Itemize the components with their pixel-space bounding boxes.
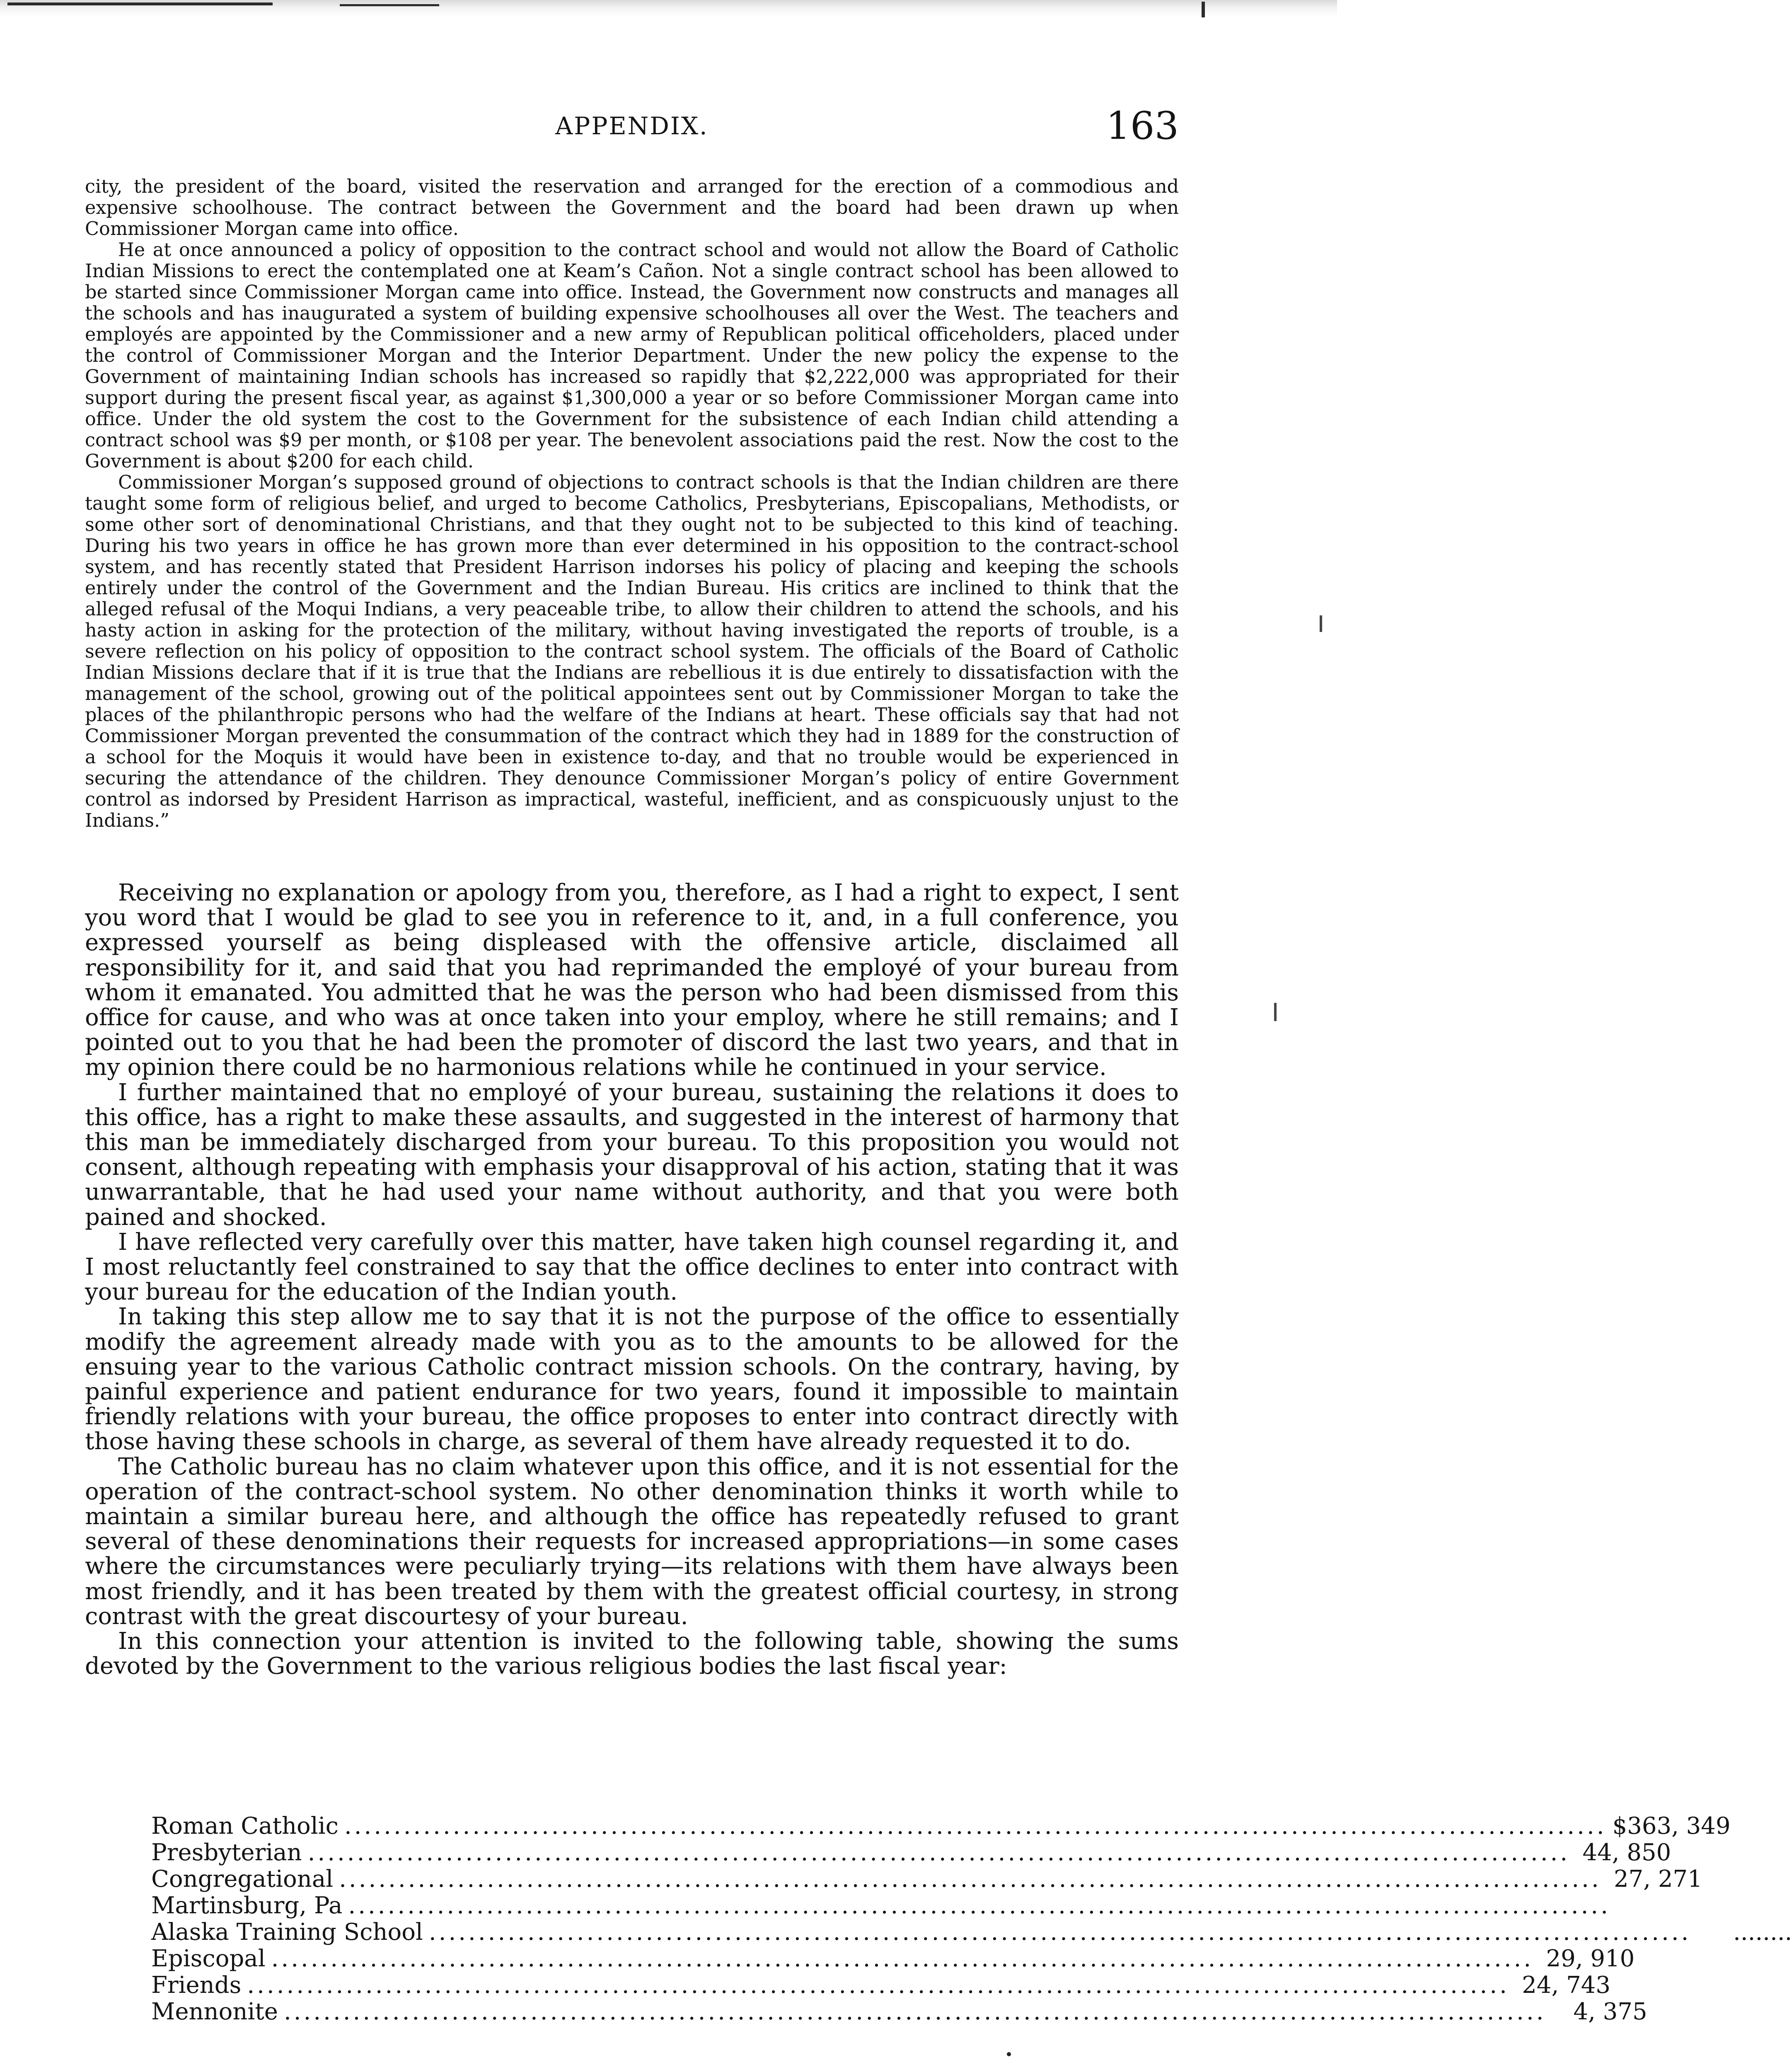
quote-paragraph: city, the president of the board, visited the reservation and arranged for the erection of a commodious and expensive schoolhouse. The contract between the Government and the board had been drawn up when Commissioner Morgan came into office.	[85, 176, 1179, 240]
dot-leader: ................................................................................................................................	[348, 1892, 1611, 1919]
appropriations-table	[151, 1813, 1792, 2025]
amount-value: ........	[1733, 1919, 1792, 1946]
body-paragraph: I have reflected very carefully over this matter, have taken high counsel regarding it, and I most reluctantly feel constrained to say that the office declines to enter into contract with your bureau for the education of the Indian youth.	[85, 1228, 1179, 1306]
quote-paragraph: Commissioner Morgan’s supposed ground of objections to contract schools is that the Indian children are there taught some form of religious belief, and urged to become Catholics, Presbyterians, Episcopalians, Methodists, or some other sort of denominational Christians, and that they ought not to be subjected to this kind of teaching. During his two years in office he has grown more than ever determined in his opposition to the contract-school system, and has recently stated that President Harrison indorses his policy of placing and keeping the schools entirely under the control of the Government and the Indian Bureau. His critics are inclined to think that the alleged refusal of the Moqui Indians, a very peaceable tribe, to allow their children to attend the schools, and his hasty action in asking for the protection of the military, without having investigated the reports of trouble, is a severe reflection on his policy of opposition to the contract school system. The officials of the Board of Catholic Indian Missions declare that if it is true that the Indians are rebellious it is due entirely to dissatisfaction with the management of the school, growing out of the political appointees sent out by Commissioner Morgan to take the places of the philanthropic persons who had the welfare of the Indians at heart. These officials say that had not Commissioner Morgan prevented the consummation of the contract which they had in 1889 for the construction of a school for the Moquis it would have been in existence to-day, and that no trouble would be experienced in securing the attendance of the children. They denounce Commissioner Morgan’s policy of entire Government control as indorsed by President Harrison as impractical, wasteful, inefficient, and as conspicuously unjust to the Indians.”	[85, 472, 1179, 831]
scan-artifact-mark	[1202, 2, 1205, 17]
dot-leader: ................................................................................................................................	[271, 1945, 1534, 1972]
amount-value: 27, 271	[1613, 1866, 1703, 1893]
amount-value: 4, 375	[1573, 1998, 1647, 2025]
denomination-name: Episcopal	[151, 1945, 266, 1972]
body-paragraph: In taking this step allow me to say that it is not the purpose of the office to essentially modify the agreement already made with you as to the amounts to be allowed for the ensuing year to the various Catholic contract mission schools. On the contrary, having, by painful experience and patient endurance for two years, found it impossible to maintain friendly relations with your bureau, the office proposes to enter into contract directly with those having these schools in charge, as several of them have already requested it to do.	[85, 1303, 1179, 1455]
quoted-article	[85, 176, 1179, 831]
body-paragraph: The Catholic bureau has no claim whatever upon this office, and it is not essential for the operation of the contract-school system. No other denomination thinks it worth while to maintain a similar bureau here, and although the office has repeatedly refused to grant several of these denominations their requests for increased appropriations—in some cases where the circumstances were peculiarly trying—its relations with them have always been most friendly, and it has been treated by them with the greatest official courtesy, in strong contrast with the great discourtesy of your bureau.	[85, 1453, 1179, 1630]
body-paragraph: I further maintained that no employé of your bureau, sustaining the relations it does to this office, has a right to make these assaults, and suggested in the interest of harmony that this man be immediately discharged from your bureau. To this proposition you would not consent, although repeating with emphasis your disapproval of his action, stating that it was unwarrantable, that he had used your name without authority, and that you were both pained and shocked.	[85, 1079, 1179, 1231]
denomination-name: Friends	[151, 1972, 242, 1999]
table-row	[151, 1813, 1731, 1840]
table-row	[151, 1892, 1611, 1919]
amount-value: 24, 743	[1522, 1972, 1611, 1999]
amount-value: $363, 349	[1612, 1813, 1731, 1840]
dot-leader: ................................................................................................................................	[307, 1839, 1570, 1866]
dot-leader: ................................................................................................................................	[428, 1919, 1691, 1946]
dot-leader: ................................................................................................................................	[247, 1972, 1509, 1999]
denomination-name: Alaska Training School	[151, 1919, 423, 1946]
table-row	[151, 1866, 1703, 1893]
amount-value: 44, 850	[1582, 1839, 1671, 1866]
scan-artifact-mark	[340, 4, 439, 6]
letter-body	[85, 881, 1179, 1679]
denomination-name: Presbyterian	[151, 1839, 302, 1866]
stray-ink-dot	[1007, 2052, 1011, 2056]
page-title: APPENDIX.	[555, 112, 709, 140]
table-row	[151, 1972, 1611, 1999]
quote-paragraph: He at once announced a policy of opposition to the contract school and would not allow the Board of Catholic Indian Missions to erect the contemplated one at Keam’s Cañon. Not a single contract school has been allowed to be started since Commissioner Morgan came into office. Instead, the Government now constructs and manages all the schools and has inaugurated a system of building expensive schoolhouses all over the West. The teachers and employés are appointed by the Commissioner and a new army of Republican political officeholders, placed under the control of Commissioner Morgan and the Interior Department. Under the new policy the expense to the Government of maintaining Indian schools has increased so rapidly that $2,222,000 was appropriated for their support during the present fiscal year, as against $1,300,000 a year or so before Commissioner Morgan came into office. Under the old system the cost to the Government for the subsistence of each Indian child attending a contract school was $9 per month, or $108 per year. The benevolent associations paid the rest. Now the cost to the Government is about $200 for each child.	[85, 240, 1179, 472]
denomination-name: Martinsburg, Pa	[151, 1892, 343, 1919]
denomination-name: Roman Catholic	[151, 1813, 339, 1840]
margin-mark	[1274, 1003, 1277, 1021]
denomination-name: Mennonite	[151, 1998, 278, 2025]
table-row	[151, 1945, 1635, 1972]
body-paragraph: In this connection your attention is invited to the following table, showing the sums devoted by the Government to the various religious bodies the last fiscal year:	[85, 1628, 1179, 1680]
body-paragraph: Receiving no explanation or apology from you, therefore, as I had a right to expect, I sent you word that I would be glad to see you in reference to it, and, in a full conference, you expressed yourself as being displeased with the offensive article, disclaimed all responsibility for it, and said that you had reprimanded the employé of your bureau from whom it emanated. You admitted that he was the person who had been dismissed from this office for cause, and who was at once taken into your employ, where he still remains; and I pointed out to you that he had been the promoter of discord the last two years, and that in my opinion there could be no harmonious relations while he continued in your service.	[85, 879, 1179, 1081]
dot-leader: ................................................................................................................................	[339, 1866, 1601, 1893]
amount-value: 29, 910	[1546, 1945, 1635, 1972]
table-row	[151, 1839, 1671, 1866]
table-row	[151, 1998, 1647, 2025]
dot-leader: ................................................................................................................................	[344, 1813, 1607, 1840]
margin-mark	[1320, 615, 1322, 632]
dot-leader: ................................................................................................................................	[283, 1998, 1546, 2025]
scan-artifact-mark	[7, 2, 273, 5]
page-number: 163	[1106, 104, 1179, 148]
table-row	[151, 1919, 1792, 1946]
running-head	[85, 104, 1179, 149]
denomination-name: Congregational	[151, 1866, 334, 1893]
